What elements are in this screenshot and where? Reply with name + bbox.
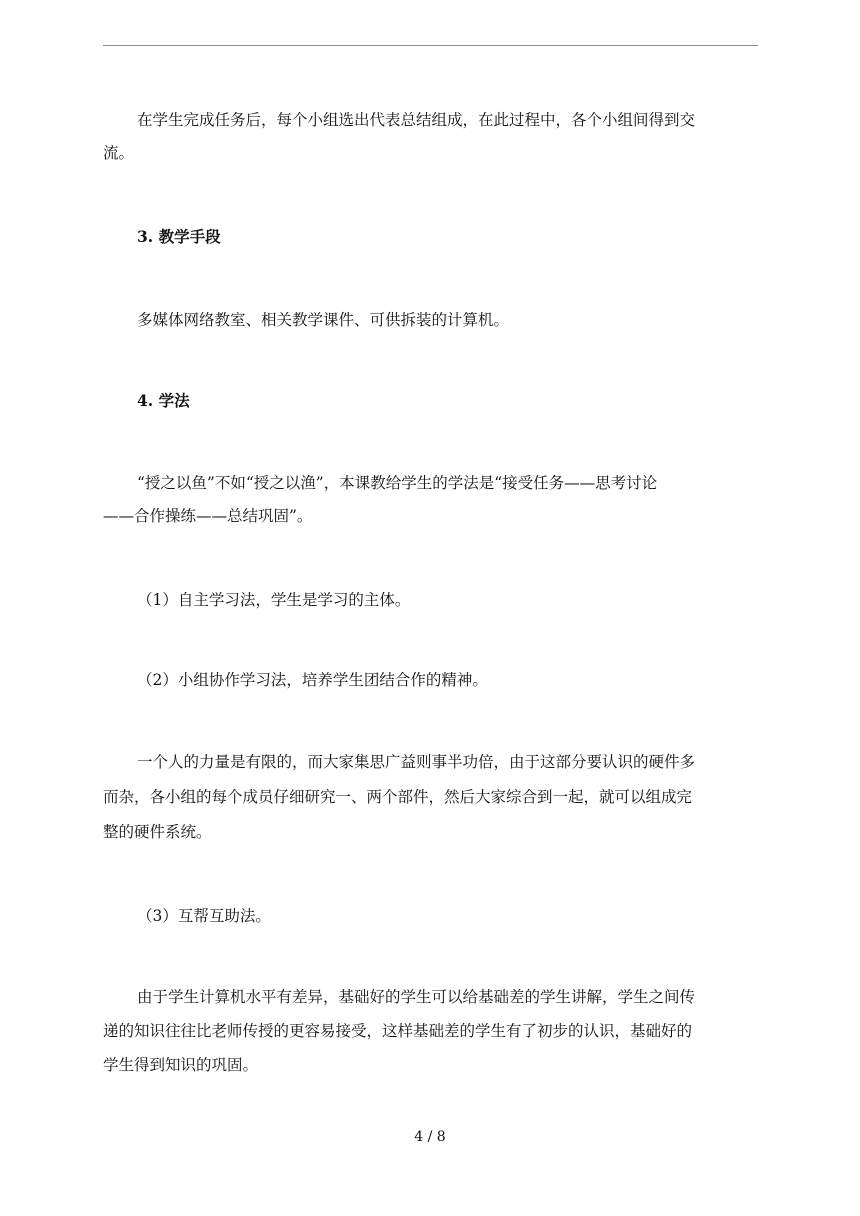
paragraph-line: （3）互帮互助法。: [137, 907, 271, 925]
header-rule: [103, 45, 758, 46]
section-heading: 3. 教学手段: [137, 227, 221, 246]
paragraph-line: 一个人的力量是有限的，而大家集思广益则事半功倍，由于这部分要认识的硬件多: [137, 753, 696, 771]
paragraph-line: （1）自主学习法，学生是学习的主体。: [137, 591, 411, 609]
page-number: 4 / 8: [414, 1129, 446, 1145]
section-heading: 4. 学法: [137, 391, 190, 410]
paragraph-line: 学生得到知识的巩固。: [103, 1056, 259, 1074]
paragraph-line: 流。: [103, 144, 135, 162]
paragraph-line: 由于学生计算机水平有差异，基础好的学生可以给基础差的学生讲解，学生之间传: [137, 988, 696, 1006]
paragraph-line: ——合作操练——总结巩固”。: [103, 507, 313, 525]
paragraph-line: 递的知识往往比老师传授的更容易接受，这样基础差的学生有了初步的认识，基础好的: [103, 1022, 693, 1040]
paragraph-line: （2）小组协作学习法，培养学生团结合作的精神。: [137, 671, 488, 689]
paragraph-line: “授之以鱼”不如“授之以渔”，本课教给学生的学法是“接受任务——思考讨论: [137, 474, 658, 492]
paragraph-line: 而杂，各小组的每个成员仔细研究一、两个部件，然后大家综合到一起，就可以组成完: [103, 788, 693, 806]
paragraph-line: 整的硬件系统。: [103, 823, 212, 841]
paragraph-line: 多媒体网络教室、相关教学课件、可供拆装的计算机。: [137, 311, 510, 329]
paragraph-line: 在学生完成任务后，每个小组选出代表总结组成，在此过程中，各个小组间得到交: [137, 111, 696, 129]
